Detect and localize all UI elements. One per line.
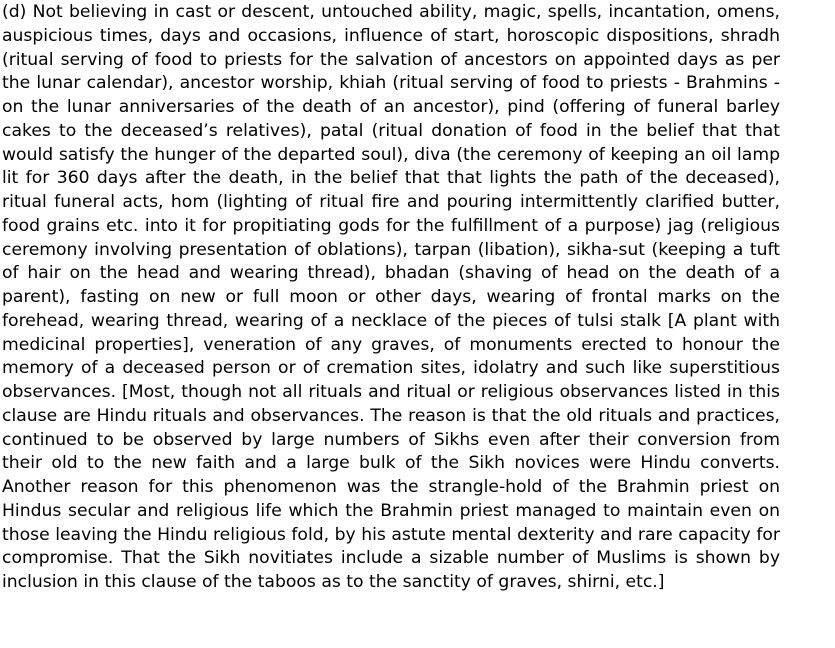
clause-d-paragraph: (d) Not believing in cast or descent, untouched ability, magic, spells, incantation, omens, auspicious times, days and occasions, influence of start, horoscopic dispositions, shradh (ritual serving of food to priests for the salvation of ancestors on appointed days as per the lunar calendar), ancestor worship, khiah (ritual serving of food to priests - Brahmins - on the lunar anniversaries of the death of an ancestor), pind (offering of funeral barley cakes to the deceased’s relatives), patal (ritual donation of food in the belief that that would satisfy the hunger of the departed soul), diva (the ceremony of keeping an oil lamp lit for 360 days after the death, in the belief that that lights the path of the deceased), ritual funeral acts, hom (lighting of ritual fire and pouring intermittently clarified butter, food grains etc. into it for propitiating gods for the fulfillment of a purpose) jag (religious ceremony involving presentation of oblations), tarpan (libation), sikha-sut (keeping a tuft of hair on the head and wearing thread), bhadan (shaving of head on the death of a parent), fasting on new or full moon or other days, wearing of frontal marks on the forehead, wearing thread, wearing of a necklace of the pieces of tulsi stalk [A plant with medicinal properties], veneration of any graves, of monuments erected to honour the memory of a deceased person or of cremation sites, idolatry and such like superstitious observances. [Most, though not all rituals and ritual or religious observances listed in this clause are Hindu rituals and observances. The reason is that the old rituals and practices, continued to be observed by large numbers of Sikhs even after their conversion from their old to the new faith and a large bulk of the Sikh novices were Hindu converts. Another reason for this phenomenon was the strangle-hold of the Brahmin priest on Hindus secular and religious life which the Brahmin priest managed to maintain even on those leaving the Hindu religious fold, by his astute mental dexterity and rare capacity for compromise. That the Sikh novitiates include a sizable number of Muslims is shown by inclusion in this clause of the taboos as to the sanctity of graves, shirni, etc.] <box>2 2 780 592</box>
document-body <box>2 1 780 595</box>
